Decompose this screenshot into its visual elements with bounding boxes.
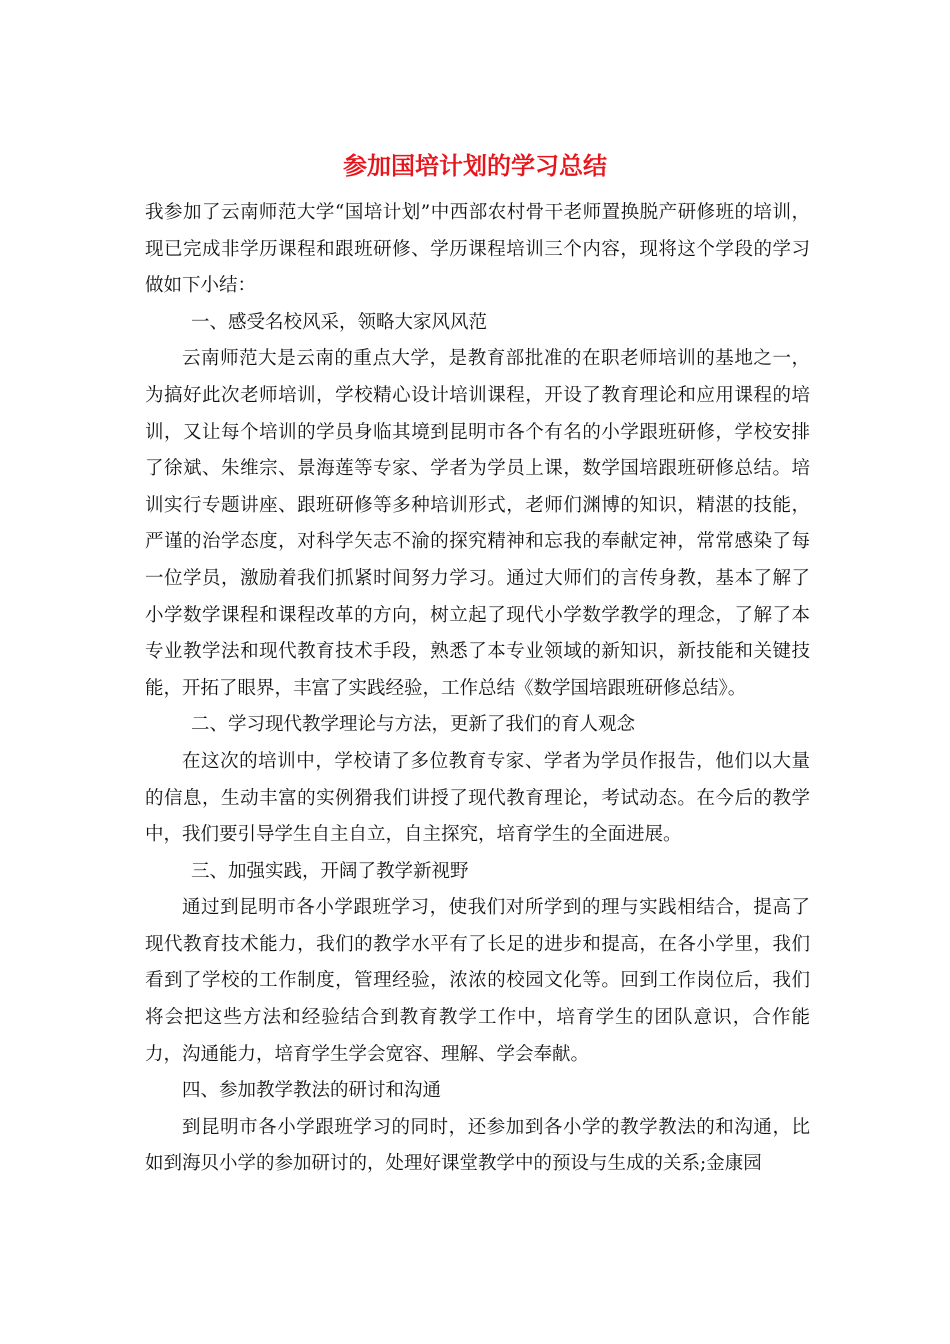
section-body-3: 通过到昆明市各小学跟班学习，使我们对所学到的理与实践相结合，提高了现代教育技术能力，我们的教学水平有了长足的进步和提高，在各小学里，我们看到了学校的工作制度，管理经验，浓浓的校园文化等。回到工作岗位后，我们将会把这些方法和经验结合到教育教学工作中，培育学生的团队意识，合作能力，沟通能力，培育学生学会宽容、理解、学会奉献。	[145, 897, 810, 1065]
document-title: 参加国培计划的学习总结	[343, 152, 607, 180]
section-heading-4: 四、参加教学教法的研讨和沟通	[182, 1080, 442, 1102]
document-body	[145, 195, 810, 1183]
section-heading-1: 一、感受名校风采，领略大家风风范	[191, 311, 488, 333]
section-body-2: 在这次的培训中，学校请了多位教育专家、学者为学员作报告，他们以大量的信息，生动丰富的实例猾我们讲授了现代教育理论，考试动态。在今后的教学中，我们要引导学生自主自立，自主探究，培育学生的全面进展。	[145, 750, 810, 846]
section-body-1: 云南师范大是云南的重点大学，是教育部批准的在职老师培训的基地之一，为搞好此次老师培训，学校精心设计培训课程，开设了教育理论和应用课程的培训，又让每个培训的学员身临其境到昆明市各个有名的小学跟班研修，学校安排了徐斌、朱维宗、景海莲等专家、学者为学员上课，数学国培跟班研修总结。培训实行专题讲座、跟班研修等多种培训形式，老师们渊博的知识，精湛的技能，严谨的治学态度，对科学矢志不渝的探究精神和忘我的奉献定神，常常感染了每一位学员，激励着我们抓紧时间努力学习。通过大师们的言传身教，基本了解了小学数学课程和课程改革的方向，树立起了现代小学数学教学的理念，了解了本专业教学法和现代教育技术手段，熟悉了本专业领域的新知识，新技能和关键技能，开拓了眼界，丰富了实践经验，工作总结《数学国培跟班研修总结》。	[145, 348, 810, 699]
intro-paragraph: 我参加了云南师范大学“国培计划”中西部农村骨干老师置换脱产研修班的培训，现已完成非学历课程和跟班研修、学历课程培训三个内容，现将这个学段的学习做如下小结：	[145, 202, 810, 297]
section-heading-3: 三、加强实践，开阔了教学新视野	[191, 860, 469, 882]
section-body-4: 到昆明市各小学跟班学习的同时，还参加到各小学的教学教法的和沟通，比如到海贝小学的参加研讨的，处理好课堂教学中的预设与生成的关系;金康园	[145, 1116, 810, 1175]
section-heading-2: 二、学习现代教学理论与方法，更新了我们的育人观念	[191, 714, 636, 736]
